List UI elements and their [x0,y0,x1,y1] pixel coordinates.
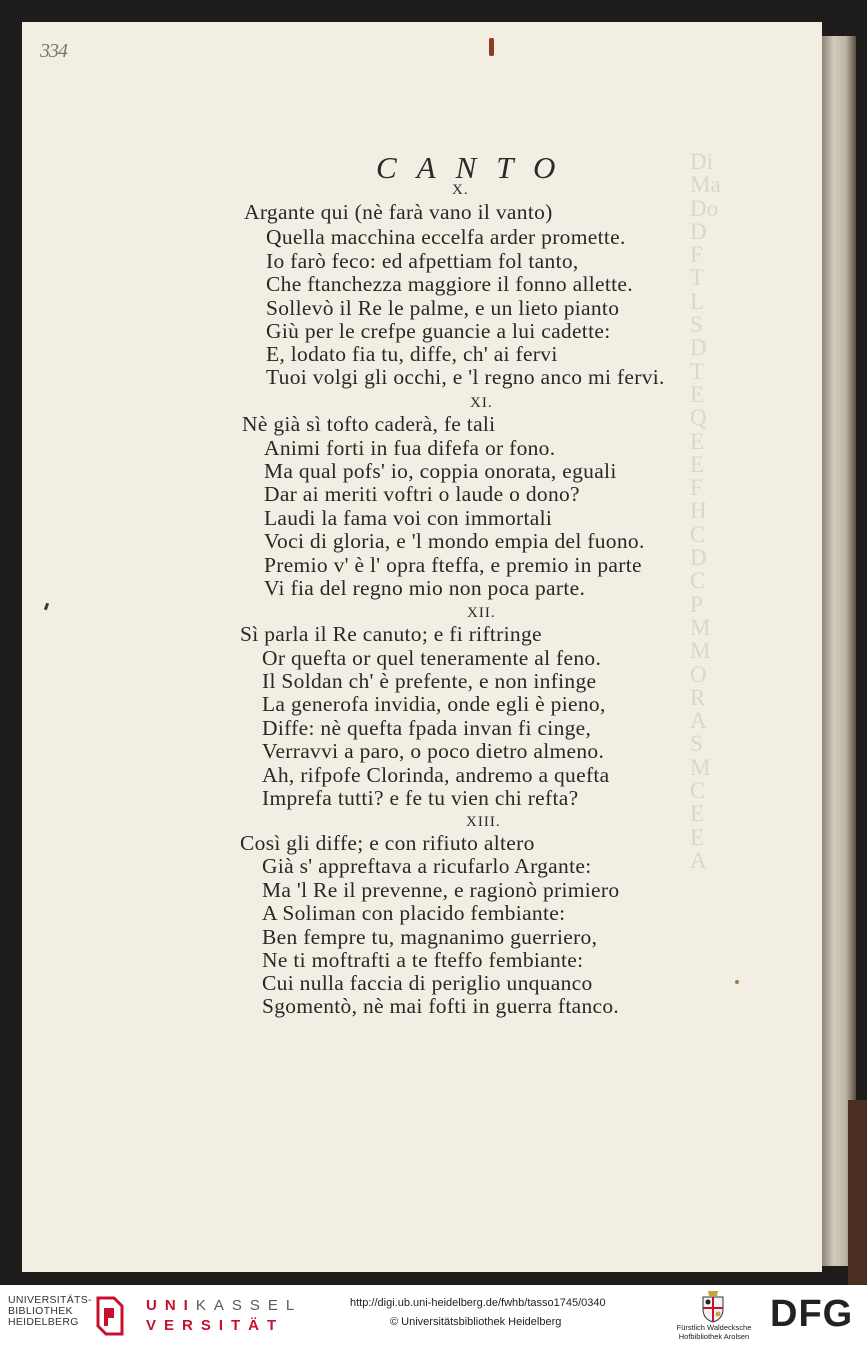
verse-line: Quella macchina eccelfa arder promette. [266,225,626,249]
verse-line: Così gli diffe; e con rifiuto altero [240,831,535,855]
next-page-edge [822,36,856,1266]
verse-line: Dar ai meriti voftri o laude o dono? [264,482,580,506]
verse-line: Imprefa tutti? e fe tu vien chi refta? [262,786,579,810]
verse-line: Diffe: nè quefta fpada invan fi cinge, [262,716,592,740]
permalink-url[interactable]: http://digi.ub.uni-heidelberg.de/fwhb/tasso1745/0340 [350,1297,606,1309]
ink-mark [489,38,494,56]
verse-line: Ma qual pofs' io, coppia onorata, eguali [264,459,617,483]
verse-line: Premio v' è l' opra fteffa, e premio in parte [264,553,642,577]
stanza-number: XII. [467,605,496,621]
verse-line: Verravvi a paro, o poco dietro almeno. [262,739,605,763]
verse-line: Voci di gloria, e 'l mondo empia del fuono. [264,529,645,553]
stanza-number: XIII. [466,814,501,830]
verse-line: Cui nulla faccia di periglio unquanco [262,971,593,995]
uni-heidelberg-wordmark[interactable]: UNIVERSITÄTS- BIBLIOTHEK HEIDELBERG [8,1294,92,1328]
folio-number: 334 [40,40,67,62]
dfg-logo[interactable]: DFG [770,1293,854,1335]
paper-spot [735,980,739,984]
binding-leather [848,1100,867,1285]
verse-line: Vi fia del regno mio non poca parte. [264,576,586,600]
verse-line: Tuoi volgi gli occhi, e 'l regno anco mi fervi. [266,365,665,389]
verse-line: Laudi la fama voi con immortali [264,506,553,530]
verse-line: E, lodato fia tu, diffe, ch' ai fervi [266,342,558,366]
canto-heading: CANTO [376,150,576,185]
verse-line: Sì parla il Re canuto; e fi riftringe [240,622,542,646]
copyright-notice: © Universitätsbibliothek Heidelberg [390,1316,562,1328]
verse-line: Che ftanchezza maggiore il fonno allette. [266,272,633,296]
verse-line: Or quefta or quel teneramente al feno. [262,646,602,670]
verse-line: Ne ti moftrafti a te fteffo fembiante: [262,948,584,972]
verse-line: Sgomentò, nè mai fofti in guerra ftanco. [262,994,620,1018]
waldeck-crest-icon[interactable] [700,1289,726,1323]
verse-line: Ma 'l Re il prevenne, e ragionò primiero [262,878,620,902]
uni-kassel-wordmark[interactable]: UNIKASSEL VERSITÄT [146,1297,303,1334]
verse-line: Giù per le crefpe guancie a lui cadette: [266,319,611,343]
verse-line: Argante qui (nè farà vano il vanto) [244,200,553,224]
verse-line: Sollevò il Re le palme, e un lieto pianto [266,296,620,320]
verse-line: La generofa invidia, onde egli è pieno, [262,692,606,716]
verse-line: Nè già sì tofto caderà, fe tali [242,412,496,436]
footer-bar [0,1285,867,1347]
stanza-number: X. [452,182,469,198]
arolsen-wordmark[interactable]: Fürstlich Waldecksche Hofbibliothek Arolsen [676,1323,752,1341]
verse-line: Ben fempre tu, magnanimo guerriero, [262,925,598,949]
verse-line: Io farò feco: ed afpettiam fol tanto, [266,249,579,273]
verse-line: Il Soldan ch' è prefente, e non infinge [262,669,597,693]
verse-line: Ah, rifpofe Clorinda, andremo a quefta [262,763,610,787]
verse-line: A Soliman con placido fembiante: [262,901,566,925]
bleed-through-text: Di Ma Do D F T L S D T E Q E E F H C D C P M M O R A S M C E E A [690,149,721,873]
verse-line: Già s' appreftava a ricufarlo Argante: [262,854,592,878]
uni-heidelberg-logo-icon[interactable] [94,1294,126,1338]
verse-line: Animi forti in fua difefa or fono. [264,436,556,460]
stanza-number: XI. [470,395,493,411]
